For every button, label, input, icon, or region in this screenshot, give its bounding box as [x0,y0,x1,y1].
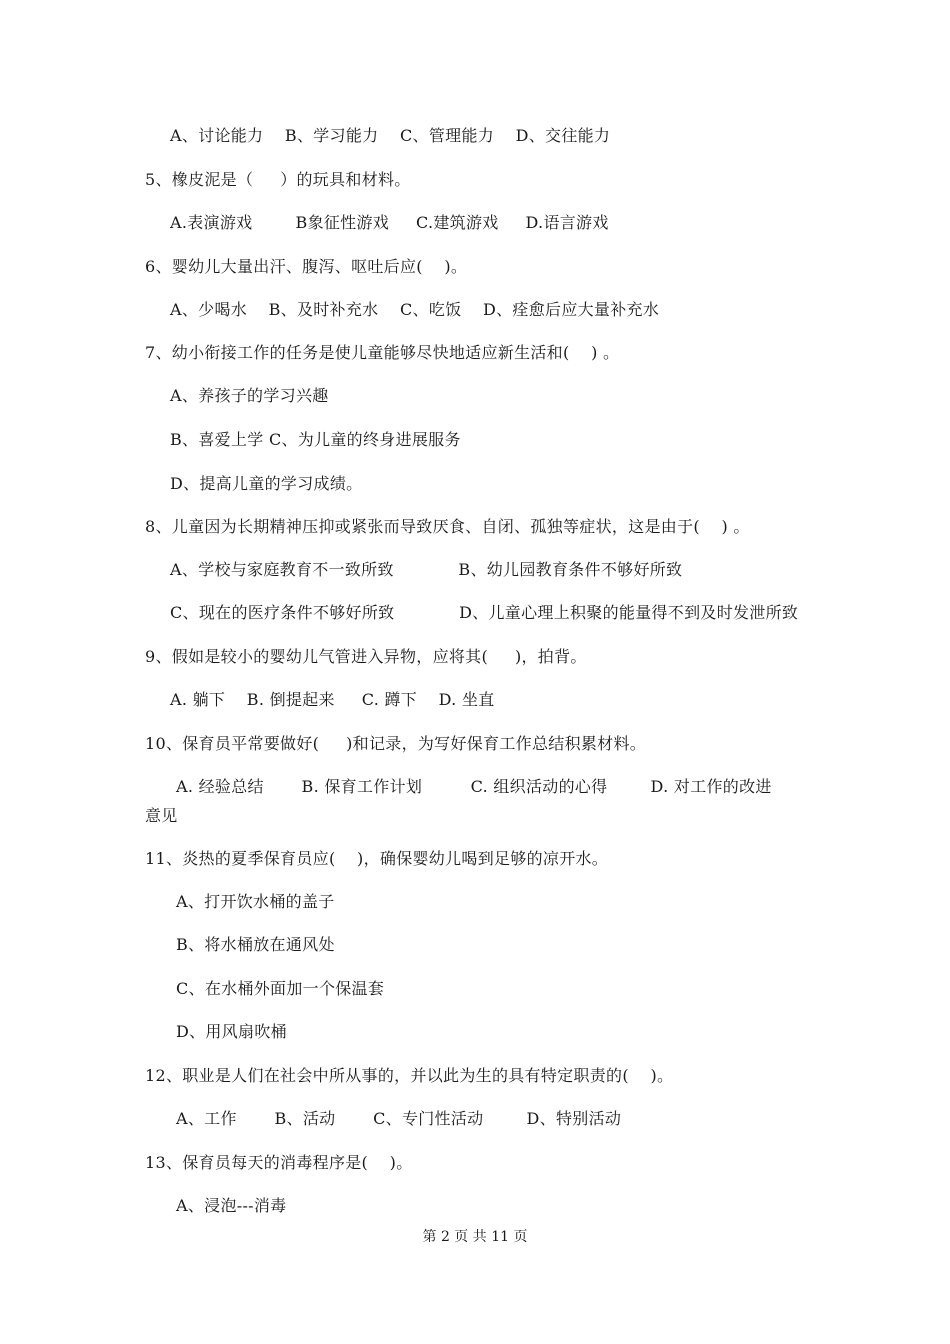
q11-option-b: B、将水桶放在通风处 [176,935,335,954]
q8-options-ab: A、学校与家庭教育不一致所致 B、幼儿园教育条件不够好所致 [170,560,683,579]
q10-options: A. 经验总结 B. 保育工作计划 C. 组织活动的心得 D. 对工作的改进 [176,777,772,796]
q9-options: A. 躺下 B. 倒提起来 C. 蹲下 D. 坐直 [170,690,495,709]
q6-question: 6、婴幼儿大量出汗、腹泻、呕吐后应( )。 [145,257,468,276]
q4-options: A、讨论能力 B、学习能力 C、管理能力 D、交往能力 [170,126,611,145]
q13-option-a: A、浸泡---消毒 [176,1196,287,1215]
q11-option-d: D、用风扇吹桶 [176,1022,287,1041]
q9-question: 9、假如是较小的婴幼儿气管进入异物，应将其( )，拍背。 [145,647,587,666]
q7-option-bc: B、喜爱上学 C、为儿童的终身进展服务 [170,430,461,449]
q10-question: 10、保育员平常要做好( )和记录，为写好保育工作总结积累材料。 [145,734,647,753]
q13-question: 13、保育员每天的消毒程序是( )。 [145,1153,413,1172]
q7-option-d: D、提高儿童的学习成绩。 [170,474,363,493]
q11-option-c: C、在水桶外面加一个保温套 [176,979,385,998]
q7-question: 7、幼小衔接工作的任务是使儿童能够尽快地适应新生活和( ) 。 [145,343,620,362]
page-footer: 第 2 页 共 11 页 [422,1229,528,1245]
q12-question: 12、职业是人们在社会中所从事的，并以此为生的具有特定职责的( )。 [145,1066,674,1085]
q12-options: A、工作 B、活动 C、专门性活动 D、特别活动 [176,1109,622,1128]
q11-question: 11、炎热的夏季保育员应( )，确保婴幼儿喝到足够的凉开水。 [145,849,609,868]
q11-option-a: A、打开饮水桶的盖子 [176,892,335,911]
q5-question: 5、橡皮泥是（ ）的玩具和材料。 [145,170,411,189]
q10-options-wrap: 意见 [145,806,178,825]
q8-question: 8、儿童因为长期精神压抑或紧张而导致厌食、自闭、孤独等症状，这是由于( ) 。 [145,517,750,536]
q8-options-cd: C、现在的医疗条件不够好所致 D、儿童心理上积聚的能量得不到及时发泄所致 [170,603,799,622]
q7-option-a: A、养孩子的学习兴趣 [170,386,329,405]
q6-options: A、少喝水 B、及时补充水 C、吃饭 D、痊愈后应大量补充水 [170,300,660,319]
q5-options: A.表演游戏 B象征性游戏 C.建筑游戏 D.语言游戏 [170,213,609,232]
